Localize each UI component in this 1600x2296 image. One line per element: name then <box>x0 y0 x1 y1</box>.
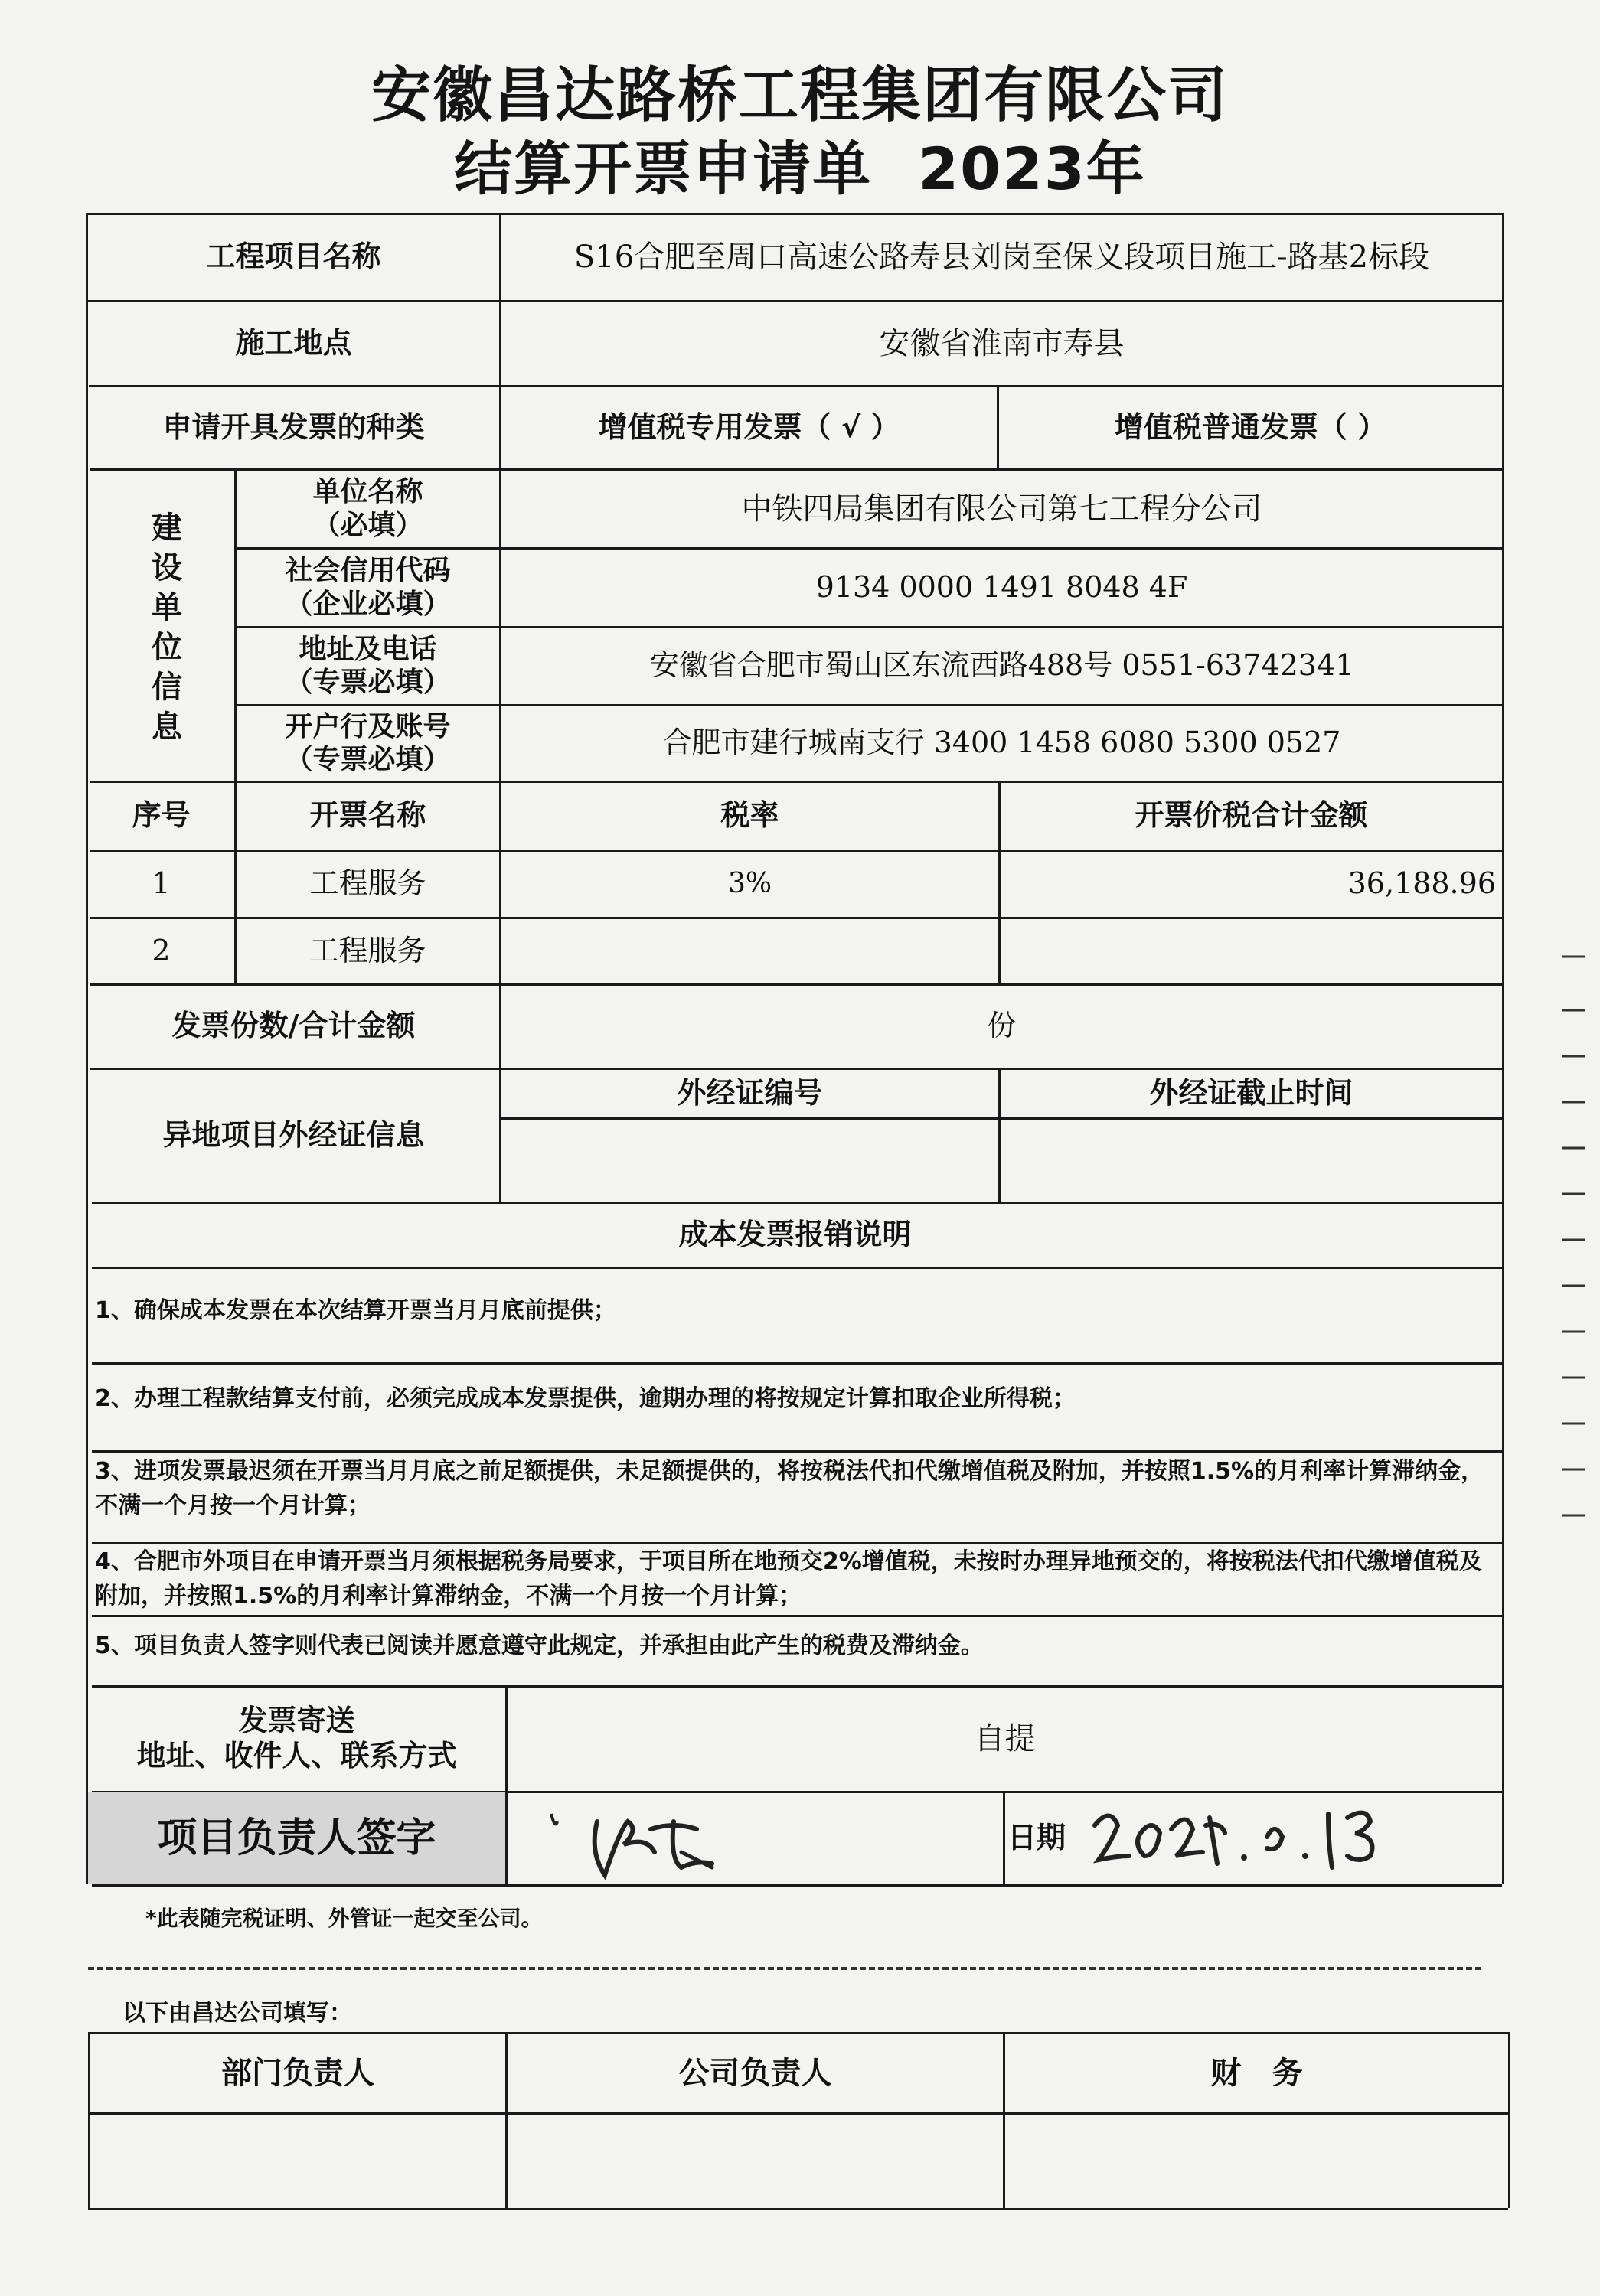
buyer-name-value: 中铁四局集团有限公司第七工程分公司 <box>741 491 1262 527</box>
item-row-rate: 3% <box>727 868 772 900</box>
notes-title: 成本发票报销说明 <box>678 1217 912 1251</box>
company-title: 安徽昌达路桥工程集团有限公司 <box>371 61 1229 130</box>
address-phone-label-main: 地址及电话 <box>299 633 437 665</box>
invoice-special-option: 增值税专用发票（ √ ） <box>598 409 900 444</box>
buyer-name-label-sub: （必填） <box>312 509 423 541</box>
credit-code-label <box>237 549 499 626</box>
company-head-header: 公司负责人 <box>678 2056 832 2091</box>
total-label: 发票份数/合计金额 <box>171 1009 416 1043</box>
items-header-rate: 税率 <box>720 798 779 833</box>
handwritten-date <box>1087 1795 1409 1879</box>
item-row-no: 1 <box>152 866 171 901</box>
item-row-amount <box>1001 918 1502 983</box>
buyer-group-char: 信 <box>152 670 182 705</box>
bank-account-value: 合肥市建行城南支行 3400 1458 6080 5300 0527 <box>662 726 1341 760</box>
project-name-value: S16合肥至周口高速公路寿县刘岗至保义段项目施工-路基2标段 <box>573 240 1430 275</box>
delivery-label <box>88 1687 505 1791</box>
buyer-name-label-main: 单位名称 <box>312 476 423 508</box>
address-phone-label-sub: （专票必填） <box>285 667 451 698</box>
item-row-amount: 36,188.96 <box>1347 866 1496 901</box>
item-row-rate <box>501 918 998 983</box>
items-header-name: 开票名称 <box>309 798 426 833</box>
invoice-type-label: 申请开具发票的种类 <box>162 409 425 444</box>
address-phone-label <box>237 628 499 704</box>
credit-code-value: 9134 0000 1491 8048 4F <box>815 569 1188 604</box>
items-header-amount: 开票价税合计金额 <box>1135 798 1368 833</box>
offsite-cert-label: 异地项目外经证信息 <box>162 1117 425 1152</box>
form-name: 结算开票申请单 <box>454 135 873 203</box>
note-item: 5、项目负责人签字则代表已阅读并愿意遵守此规定，并承担由此产生的税费及滞纳金。 <box>95 1632 984 1659</box>
project-manager-signature-label: 项目负责人签字 <box>88 1792 505 1884</box>
note-item: 3、进项发票最迟须在开票当月月底之前足额提供，未足额提供的，将按税法代扣代缴增值税及附加，并按照1.5%的月利率计算滞纳金，不满一个月按一个月计算； <box>95 1458 1484 1519</box>
note-item: 1、确保成本发票在本次结算开票当月月底前提供； <box>95 1297 616 1324</box>
project-name-label: 工程项目名称 <box>206 240 381 274</box>
form-title <box>0 122 1600 206</box>
dept-head-header: 部门负责人 <box>221 2056 374 2091</box>
item-row-name: 工程服务 <box>309 933 426 967</box>
invoice-normal-option: 增值税普通发票（ ） <box>1114 409 1387 444</box>
note-item: 4、合肥市外项目在申请开票当月须根据税务局要求，于项目所在地预交2%增值税，未按时办理异地预交的，将按税法代扣代缴增值税及附加，并按照1.5%的月利率计算滞纳金，不满一个月按一个月计算； <box>95 1548 1482 1609</box>
address-phone-value: 安徽省合肥市蜀山区东流西路488号 0551-63742341 <box>649 648 1354 683</box>
buyer-group-char: 设 <box>152 550 182 585</box>
office-caption: 以下由昌达公司填写： <box>122 2000 352 2027</box>
handwritten-signature <box>536 1799 857 1883</box>
buyer-name-label <box>237 470 499 547</box>
page-edge-shadow <box>1554 949 1592 1638</box>
location-value: 安徽省淮南市寿县 <box>879 325 1125 361</box>
note-item: 2、办理工程款结算支付前，必须完成成本发票提供，逾期办理的将按规定计算扣取企业所得税； <box>95 1385 1076 1412</box>
bank-account-label <box>237 706 499 781</box>
form-year: 2023年 <box>918 135 1146 203</box>
date-label: 日期 <box>1007 1821 1066 1855</box>
buyer-group-char: 单 <box>152 590 182 625</box>
delivery-label-sub: 地址、收件人、联系方式 <box>136 1739 457 1773</box>
footnote: *此表随完税证明、外管证一起交至公司。 <box>145 1906 543 1931</box>
location-label: 施工地点 <box>235 325 352 360</box>
copies-unit: 份 <box>987 1009 1017 1043</box>
item-row-no: 2 <box>152 933 171 967</box>
cut-line <box>88 1967 1481 1970</box>
delivery-value: 自提 <box>974 1721 1036 1756</box>
buyer-group-char: 位 <box>152 630 182 665</box>
cert-number-header: 外经证编号 <box>677 1075 823 1110</box>
item-row-name: 工程服务 <box>309 866 426 901</box>
delivery-label-main: 发票寄送 <box>238 1704 355 1738</box>
items-header-no: 序号 <box>132 798 191 833</box>
bank-account-label-sub: （专票必填） <box>285 744 451 775</box>
cert-deadline-header: 外经证截止时间 <box>1149 1075 1353 1110</box>
credit-code-label-sub: （企业必填） <box>285 588 451 620</box>
buyer-group-char: 建 <box>152 510 182 546</box>
bank-account-label-main: 开户行及账号 <box>285 710 451 742</box>
buyer-info-group-label <box>90 475 243 781</box>
buyer-group-char: 息 <box>152 709 182 745</box>
credit-code-label-main: 社会信用代码 <box>285 555 451 587</box>
finance-header: 财 务 <box>1210 2056 1303 2091</box>
